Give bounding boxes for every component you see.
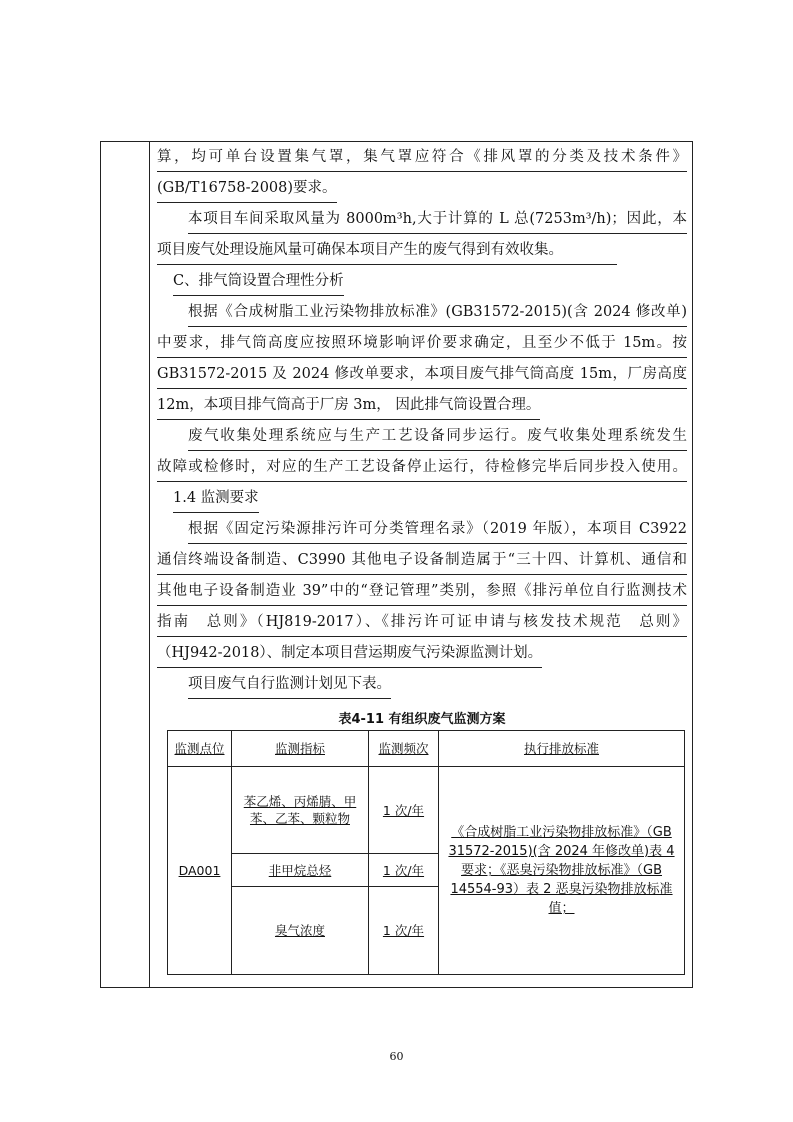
paragraph-line: 本项目车间采取风量为 8000m³h,大于计算的 L 总(7253m³/h)；因此，本 bbox=[188, 205, 687, 234]
header-indicator: 监测指标 bbox=[232, 731, 369, 767]
indicator-cell: 非甲烷总烃 bbox=[232, 854, 369, 887]
paragraph-line: (GB/T16758-2008)要求。 bbox=[157, 174, 337, 203]
header-point: 监测点位 bbox=[168, 731, 232, 767]
paragraph-line: 故障或检修时，对应的生产工艺设备停止运行，待检修完毕后同步投入使用。 bbox=[157, 453, 687, 482]
monitoring-table bbox=[167, 730, 685, 975]
table-header-row bbox=[168, 731, 685, 767]
paragraph-line: 其他电子设备制造业 39”中的“登记管理”类别，参照《排污单位自行监测技术 bbox=[157, 577, 687, 606]
paragraph-line: 项目废气自行监测计划见下表。 bbox=[188, 670, 391, 699]
paragraph-line: 废气收集处理系统应与生产工艺设备同步运行。废气收集处理系统发生 bbox=[188, 422, 687, 451]
monitoring-point-cell: DA001 bbox=[168, 767, 232, 975]
paragraph-line: 根据《固定污染源排污许可分类管理名录》（2019 年版），本项目 C3922 bbox=[188, 515, 687, 544]
indicator-cell: 臭气浓度 bbox=[232, 887, 369, 975]
paragraph-line: GB31572-2015 及 2024 修改单要求，本项目废气排气筒高度 15m，厂房高度 bbox=[157, 360, 687, 389]
frequency-cell: 1 次/年 bbox=[369, 854, 439, 887]
paragraph-line: 根据《合成树脂工业污染物排放标准》(GB31572-2015)(含 2024 修改单) bbox=[188, 298, 687, 327]
section-heading: 1.4 监测要求 bbox=[173, 484, 259, 513]
standard-cell: 《合成树脂工业污染物排放标准》（GB 31572-2015)(含 2024 年修改单)表 4 要求；《恶臭污染物排放标准》（GB 14554-93）表 2 恶臭污染物排放标准值； bbox=[439, 767, 685, 975]
page-number: 60 bbox=[389, 1050, 404, 1063]
frequency-cell: 1 次/年 bbox=[369, 767, 439, 854]
paragraph-line: 中要求，排气筒高度应按照环境影响评价要求确定，且至少不低于 15m。按 bbox=[157, 329, 687, 358]
frequency-cell: 1 次/年 bbox=[369, 887, 439, 975]
paragraph-line: （HJ942-2018）、制定本项目营运期废气污染源监测计划。 bbox=[157, 639, 542, 668]
indicator-cell: 苯乙烯、丙烯腈、甲苯、乙苯、颗粒物 bbox=[232, 767, 369, 854]
paragraph-line: 项目废气处理设施风量可确保本项目产生的废气得到有效收集。 bbox=[157, 236, 617, 265]
header-standard: 执行排放标准 bbox=[439, 731, 685, 767]
paragraph-line: 12m，本项目排气筒高于厂房 3m， 因此排气筒设置合理。 bbox=[157, 391, 540, 420]
frame-divider bbox=[149, 142, 150, 987]
paragraph-line: 算，均可单台设置集气罩，集气罩应符合《排风罩的分类及技术条件》 bbox=[157, 143, 687, 172]
paragraph-line: 通信终端设备制造、C3990 其他电子设备制造属于“三十四、计算机、通信和 bbox=[157, 546, 687, 575]
table-caption: 表4-11 有组织废气监测方案 bbox=[338, 712, 506, 727]
table-row bbox=[168, 767, 685, 854]
header-frequency: 监测频次 bbox=[369, 731, 439, 767]
section-heading: C、排气筒设置合理性分析 bbox=[173, 267, 344, 296]
paragraph-line: 指南 总则》（HJ819-2017）、《排污许可证申请与核发技术规范 总则》 bbox=[157, 608, 687, 637]
